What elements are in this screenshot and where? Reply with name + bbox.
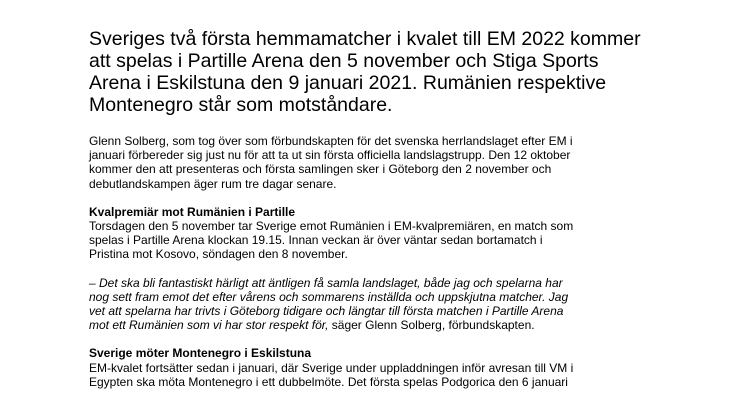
document-content	[89, 28, 719, 389]
quote-line: nog sett fram emot det efter vårens och sommarens inställda och uppskjutna matcher. Jag	[89, 289, 569, 304]
quote-attribution: säger Glenn Solberg, förbundskapten.	[328, 318, 535, 333]
intro-line: debutlandskampen äger rum tre dagar senare.	[89, 176, 337, 191]
section-heading-montenegro: Sverige möter Montenegro i Eskilstuna	[89, 346, 312, 361]
quote-paragraph	[89, 276, 719, 333]
headline-line: Arena i Eskilstuna den 9 januari 2021. Rumänien respektive	[89, 72, 607, 94]
section-heading-romania: Kvalpremiär mot Rumänien i Partille	[89, 204, 296, 219]
quote-line-wrap	[89, 290, 719, 304]
quote-line-wrap	[89, 318, 719, 332]
quote-line: mot ett Rumänien som vi har stor respekt för,	[89, 318, 329, 333]
intro-line: januari förbereder sig just nu för att ta ut sin första officiella landslagstrupp. Den 12 oktober	[89, 148, 571, 163]
section-line: spelas i Partille Arena klockan 19.15. Innan veckan är över väntar sedan bortamatch i	[89, 233, 543, 248]
section-line: EM-kvalet fortsätter sedan i januari, där Sverige under uppladdningen inför avresan till VM i	[89, 360, 574, 375]
section-line: Egypten ska möta Montenegro i ett dubbelmöte. Det första spelas Podgorica den 6 januari	[89, 374, 568, 389]
section-montenegro-paragraph	[89, 361, 719, 389]
quote-line: – Det ska bli fantastiskt härligt att äntligen få samla landslaget, både jag och spelarna har	[89, 275, 563, 290]
quote-line-wrap	[89, 276, 719, 290]
headline-line: Sveriges två första hemmamatcher i kvalet till EM 2022 kommer	[89, 28, 641, 50]
section-line: Pristina mot Kosovo, söndagen den 8 november.	[89, 247, 348, 262]
intro-line: kommer den att presenteras och första samlingen sker i Göteborg den 2 november och	[89, 162, 552, 177]
headline	[89, 28, 719, 116]
quote-line: vet att spelarna har trivts i Göteborg tidigare och längtar till första matchen i Partille Arena	[89, 304, 564, 319]
intro-line: Glenn Solberg, som tog över som förbundskapten för det svenska herrlandslaget efter EM i	[89, 134, 573, 148]
headline-line: Montenegro står som motståndare.	[89, 94, 393, 116]
section-romania-paragraph	[89, 219, 719, 262]
headline-line: att spelas i Partille Arena den 5 november och Stiga Sports	[89, 50, 599, 72]
quote-line-wrap	[89, 304, 719, 318]
intro-paragraph	[89, 134, 719, 191]
section-line: Torsdagen den 5 november tar Sverige emot Rumänien i EM-kvalpremiären, en match som	[89, 219, 574, 234]
